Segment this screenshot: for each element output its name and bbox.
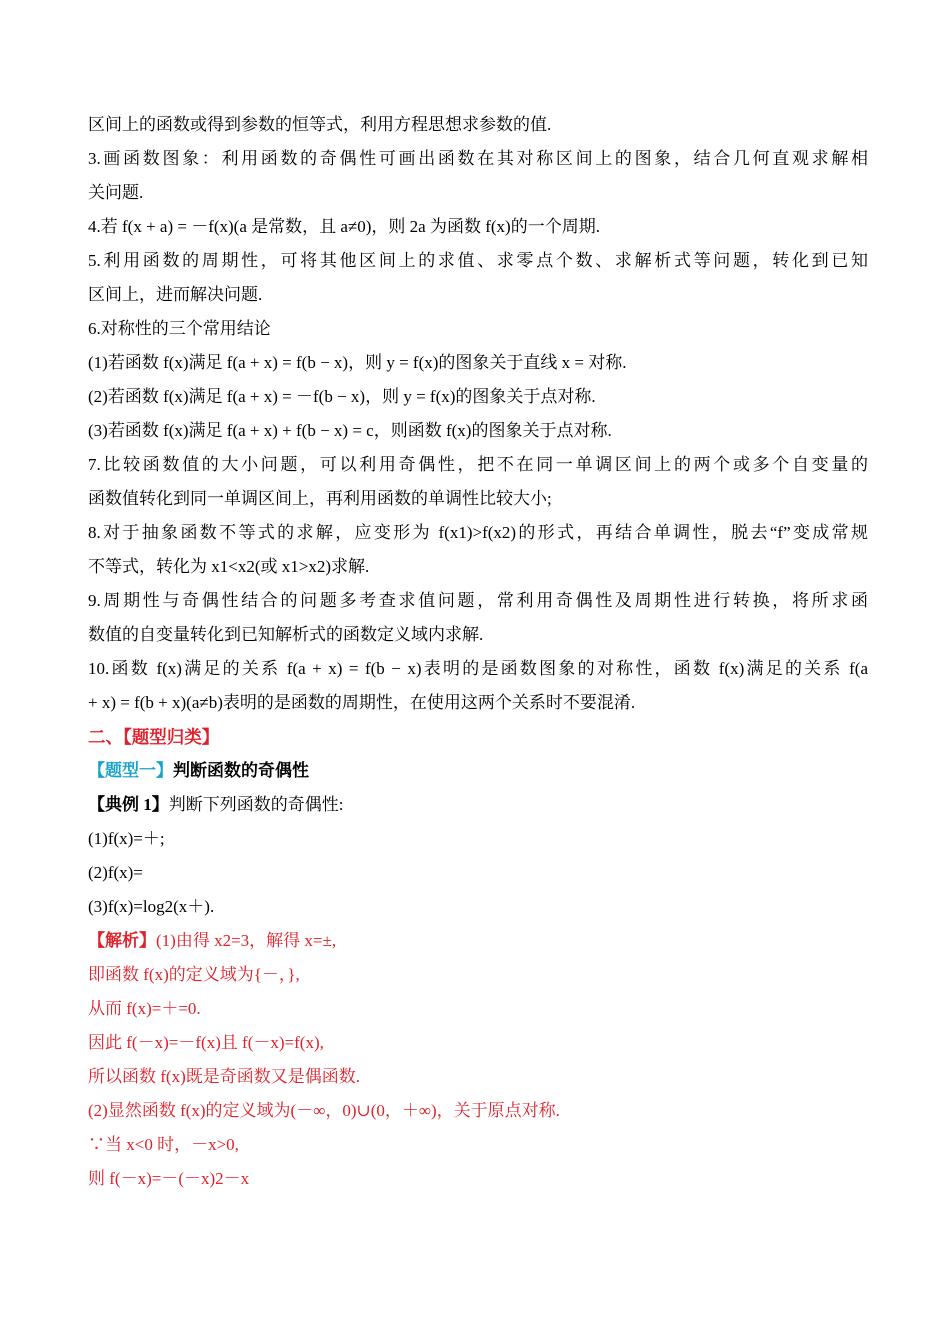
example-heading xyxy=(88,788,868,822)
text-line: (2)若函数 f(x)满足 f(a + x) = －f(b − x)，则 y = f(x)的图象关于点对称. xyxy=(88,387,596,406)
text-line: 区间上的函数或得到参数的恒等式，利用方程思想求参数的值. xyxy=(88,115,552,134)
example-item: (1)f(x)=＋; xyxy=(88,829,165,848)
type-label: 【题型一】 xyxy=(88,761,173,780)
text-line: 8.对于抽象函数不等式的求解，应变形为 f(x1)>f(x2)的形式，再结合单调性，脱去“f”变成常规 xyxy=(88,523,868,542)
example-label: 【典例 1】 xyxy=(88,795,169,814)
text-line: 区间上，进而解决问题. xyxy=(88,285,263,304)
text-line: 关问题. xyxy=(88,183,144,202)
text-line: 3.画函数图象：利用函数的奇偶性可画出函数在其对称区间上的图象，结合几何直观求解相 xyxy=(88,149,868,168)
text-line: 函数值转化到同一单调区间上，再利用函数的单调性比较大小; xyxy=(88,489,552,508)
solution-line: (1)由得 x2=3，解得 x=±, xyxy=(156,931,337,950)
section-heading: 二、【题型归类】 xyxy=(88,727,220,747)
type-title: 判断函数的奇偶性 xyxy=(173,761,309,780)
text-line: 9.周期性与奇偶性结合的问题多考查求值问题，常利用奇偶性及周期性进行转换，将所求函 xyxy=(88,591,868,610)
solution-line: 所以函数 f(x)既是奇函数又是偶函数. xyxy=(88,1067,360,1086)
solution-first-line xyxy=(88,924,868,958)
text-line: 不等式，转化为 x1<x2(或 x1>x2)求解. xyxy=(88,557,370,576)
text-line: (3)若函数 f(x)满足 f(a + x) + f(b − x) = c，则函数 f(x)的图象关于点对称. xyxy=(88,421,612,440)
text-line: 7.比较函数值的大小问题，可以利用奇偶性，把不在同一单调区间上的两个或多个自变量的 xyxy=(88,455,868,474)
text-line: 5.利用函数的周期性，可将其他区间上的求值、求零点个数、求解析式等问题，转化到已知 xyxy=(88,251,868,270)
solution-line: (2)显然函数 f(x)的定义域为(－∞，0)∪(0，＋∞)，关于原点对称. xyxy=(88,1101,560,1120)
solution-label: 【解析】 xyxy=(88,931,156,950)
example-item: (2)f(x)= xyxy=(88,863,143,882)
text-line: (1)若函数 f(x)满足 f(a + x) = f(b − x)，则 y = f(x)的图象关于直线 x = 对称. xyxy=(88,353,627,372)
example-item: (3)f(x)=log2(x＋). xyxy=(88,897,215,916)
text-line: 4.若 f(x + a) = －f(x)(a 是常数，且 a≠0)，则 2a 为函数 f(x)的一个周期. xyxy=(88,217,600,236)
solution-line: 因此 f(－x)=－f(x)且 f(－x)=f(x), xyxy=(88,1033,324,1052)
solution-line: 则 f(－x)=－(－x)2－x xyxy=(88,1169,250,1188)
example-text: 判断下列函数的奇偶性: xyxy=(168,795,344,814)
solution-line: 从而 f(x)=＋=0. xyxy=(88,999,201,1018)
text-line: + x) = f(b + x)(a≠b)表明的是函数的周期性，在使用这两个关系时不要混淆. xyxy=(88,693,636,712)
text-line: 10.函数 f(x)满足的关系 f(a + x) = f(b − x)表明的是函数图象的对称性，函数 f(x)满足的关系 f(a xyxy=(88,659,868,678)
text-line: 6.对称性的三个常用结论 xyxy=(88,319,271,338)
question-type-heading xyxy=(88,754,868,788)
solution-line: ∵当 x<0 时，－x>0, xyxy=(88,1135,239,1154)
text-line: 数值的自变量转化到已知解析式的函数定义域内求解. xyxy=(88,625,484,644)
document-page xyxy=(88,108,868,1196)
solution-line: 即函数 f(x)的定义域为{－，}, xyxy=(88,965,300,984)
